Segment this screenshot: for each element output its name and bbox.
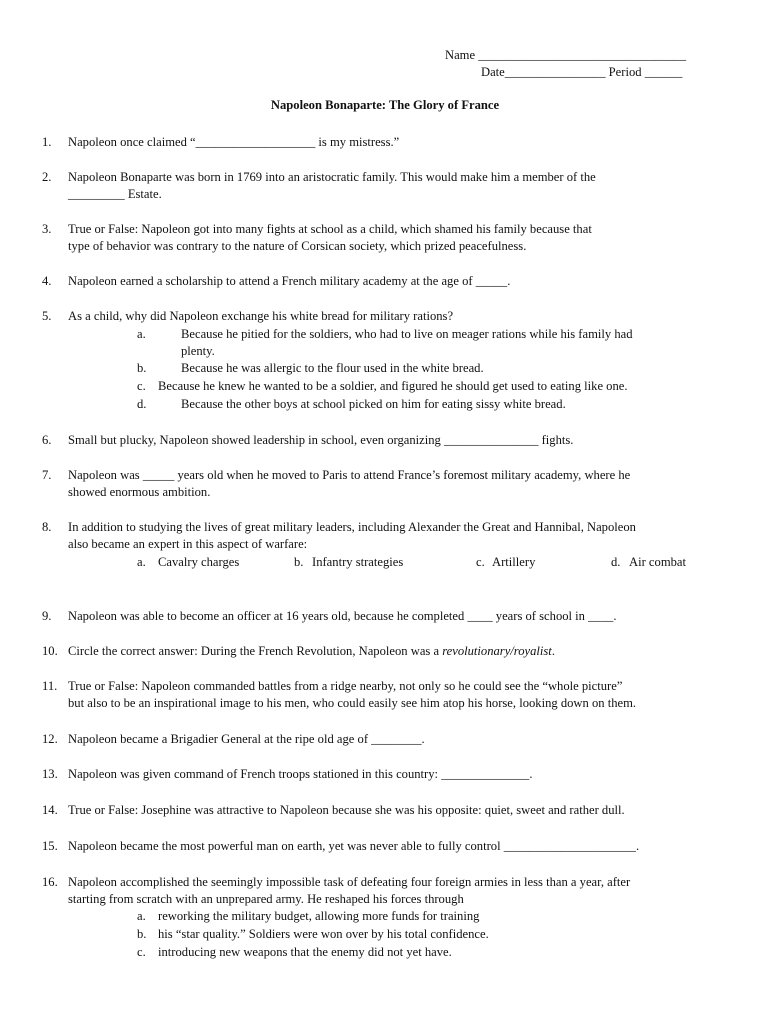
option-text: Cavalry charges — [158, 555, 240, 569]
question-number: 14. — [42, 803, 58, 817]
question-text: Napoleon accomplished the seemingly impossible task of defeating four foreign armies in less than a year, after — [68, 875, 631, 889]
question-7 — [42, 467, 722, 501]
option-text: reworking the military budget, allowing more funds for training — [158, 909, 480, 923]
question-text: Napoleon was _____ years old when he moved to Paris to attend France’s foremost military academy, where he — [68, 468, 631, 482]
question-text-end: . — [551, 644, 555, 658]
question-number: 7. — [42, 468, 52, 482]
question-number: 9. — [42, 609, 52, 623]
question-text: As a child, why did Napoleon exchange his white bread for military rations? — [68, 309, 454, 323]
option-letter: c. — [137, 945, 146, 959]
question-1 — [42, 134, 722, 151]
question-number: 11. — [42, 679, 58, 693]
question-16 — [42, 874, 722, 964]
question-text: Small but plucky, Napoleon showed leadership in school, even organizing _______________ fights. — [68, 433, 574, 447]
question-number: 3. — [42, 222, 52, 236]
option-text: plenty. — [181, 344, 215, 358]
question-2 — [42, 169, 722, 203]
option-text: Air combat — [629, 555, 687, 569]
question-6 — [42, 432, 722, 449]
option-letter: b. — [137, 927, 147, 941]
page-title: Napoleon Bonaparte: The Glory of France — [270, 98, 500, 112]
option-text: his “star quality.” Soldiers were won over by his total confidence. — [158, 927, 489, 941]
question-text: Napoleon was given command of French troops stationed in this country: ______________. — [68, 767, 533, 781]
option-text: introducing new weapons that the enemy did not yet have. — [158, 945, 452, 959]
question-text: also became an expert in this aspect of warfare: — [68, 537, 308, 551]
option-text: Because he knew he wanted to be a soldier, and figured he should get used to eating like one. — [158, 379, 628, 393]
question-text: Napoleon was able to become an officer at 16 years old, because he completed ____ years of school in ____. — [68, 609, 617, 623]
question-text: Napoleon became the most powerful man on earth, yet was never able to fully control _____________________. — [68, 839, 640, 853]
question-12 — [42, 731, 722, 748]
question-number: 10. — [42, 644, 58, 658]
option-letter: d. — [611, 555, 621, 569]
question-number: 15. — [42, 839, 58, 853]
option-text: Infantry strategies — [312, 555, 404, 569]
question-11 — [42, 678, 722, 712]
question-text: Napoleon once claimed “___________________ is my mistress.” — [68, 135, 400, 149]
question-number: 8. — [42, 520, 52, 534]
question-text: True or False: Napoleon got into many fights at school as a child, which shamed his family because that — [68, 222, 592, 236]
option-letter: c. — [476, 555, 485, 569]
question-number: 2. — [42, 170, 52, 184]
question-text: Napoleon became a Brigadier General at the ripe old age of ________. — [68, 732, 425, 746]
question-text: showed enormous ambition. — [68, 485, 211, 499]
question-text: but also to be an inspirational image to his men, who could easily see him atop his horse, looking down on them. — [68, 696, 637, 710]
option-letter: c. — [137, 379, 146, 393]
question-number: 1. — [42, 135, 52, 149]
question-text: In addition to studying the lives of great military leaders, including Alexander the Great and Hannibal, Napoleon — [68, 520, 636, 534]
question-text: Napoleon earned a scholarship to attend a French military academy at the age of _____. — [68, 274, 511, 288]
question-number: 6. — [42, 433, 52, 447]
option-text: Artillery — [492, 555, 536, 569]
question-text: True or False: Napoleon commanded battles from a ridge nearby, not only so he could see the “whole picture” — [68, 679, 623, 693]
question-10 — [42, 643, 722, 660]
question-14 — [42, 802, 722, 819]
question-text: Napoleon Bonaparte was born in 1769 into an aristocratic family. This would make him a member of the — [68, 170, 596, 184]
question-text: _________ Estate. — [68, 187, 162, 201]
question-13 — [42, 766, 722, 783]
question-number: 16. — [42, 875, 58, 889]
option-text: Because the other boys at school picked on him for eating sissy white bread. — [181, 397, 566, 411]
option-letter: a. — [137, 327, 146, 341]
option-letter: d. — [137, 397, 147, 411]
question-5 — [42, 308, 722, 411]
option-text: Because he was allergic to the flour used in the white bread. — [181, 361, 484, 375]
question-number: 5. — [42, 309, 52, 323]
question-8 — [42, 519, 722, 573]
option-letter: a. — [137, 909, 146, 923]
option-text: Because he pitied for the soldiers, who had to live on meager rations while his family had — [181, 327, 633, 341]
question-number: 12. — [42, 732, 58, 746]
question-text: type of behavior was contrary to the nature of Corsican society, which prized peacefulness. — [68, 239, 527, 253]
question-4 — [42, 273, 722, 290]
answer-choices: revolutionary/royalist — [442, 644, 552, 658]
name-line: Name _________________________________ — [445, 48, 687, 62]
question-9 — [42, 608, 722, 625]
question-3 — [42, 221, 722, 255]
question-text: starting from scratch with an unprepared army. He reshaped his forces through — [68, 892, 464, 906]
date-period-line: Date________________ Period ______ — [481, 65, 683, 79]
question-15 — [42, 838, 722, 855]
question-number: 4. — [42, 274, 52, 288]
question-number: 13. — [42, 767, 58, 781]
option-letter: b. — [137, 361, 147, 375]
question-text: True or False: Josephine was attractive to Napoleon because she was his opposite: quiet, sweet and rather dull. — [68, 803, 625, 817]
option-letter: b. — [294, 555, 304, 569]
question-text — [68, 643, 722, 660]
option-letter: a. — [137, 555, 146, 569]
question-text-start: Circle the correct answer: During the French Revolution, Napoleon was a — [68, 644, 443, 658]
